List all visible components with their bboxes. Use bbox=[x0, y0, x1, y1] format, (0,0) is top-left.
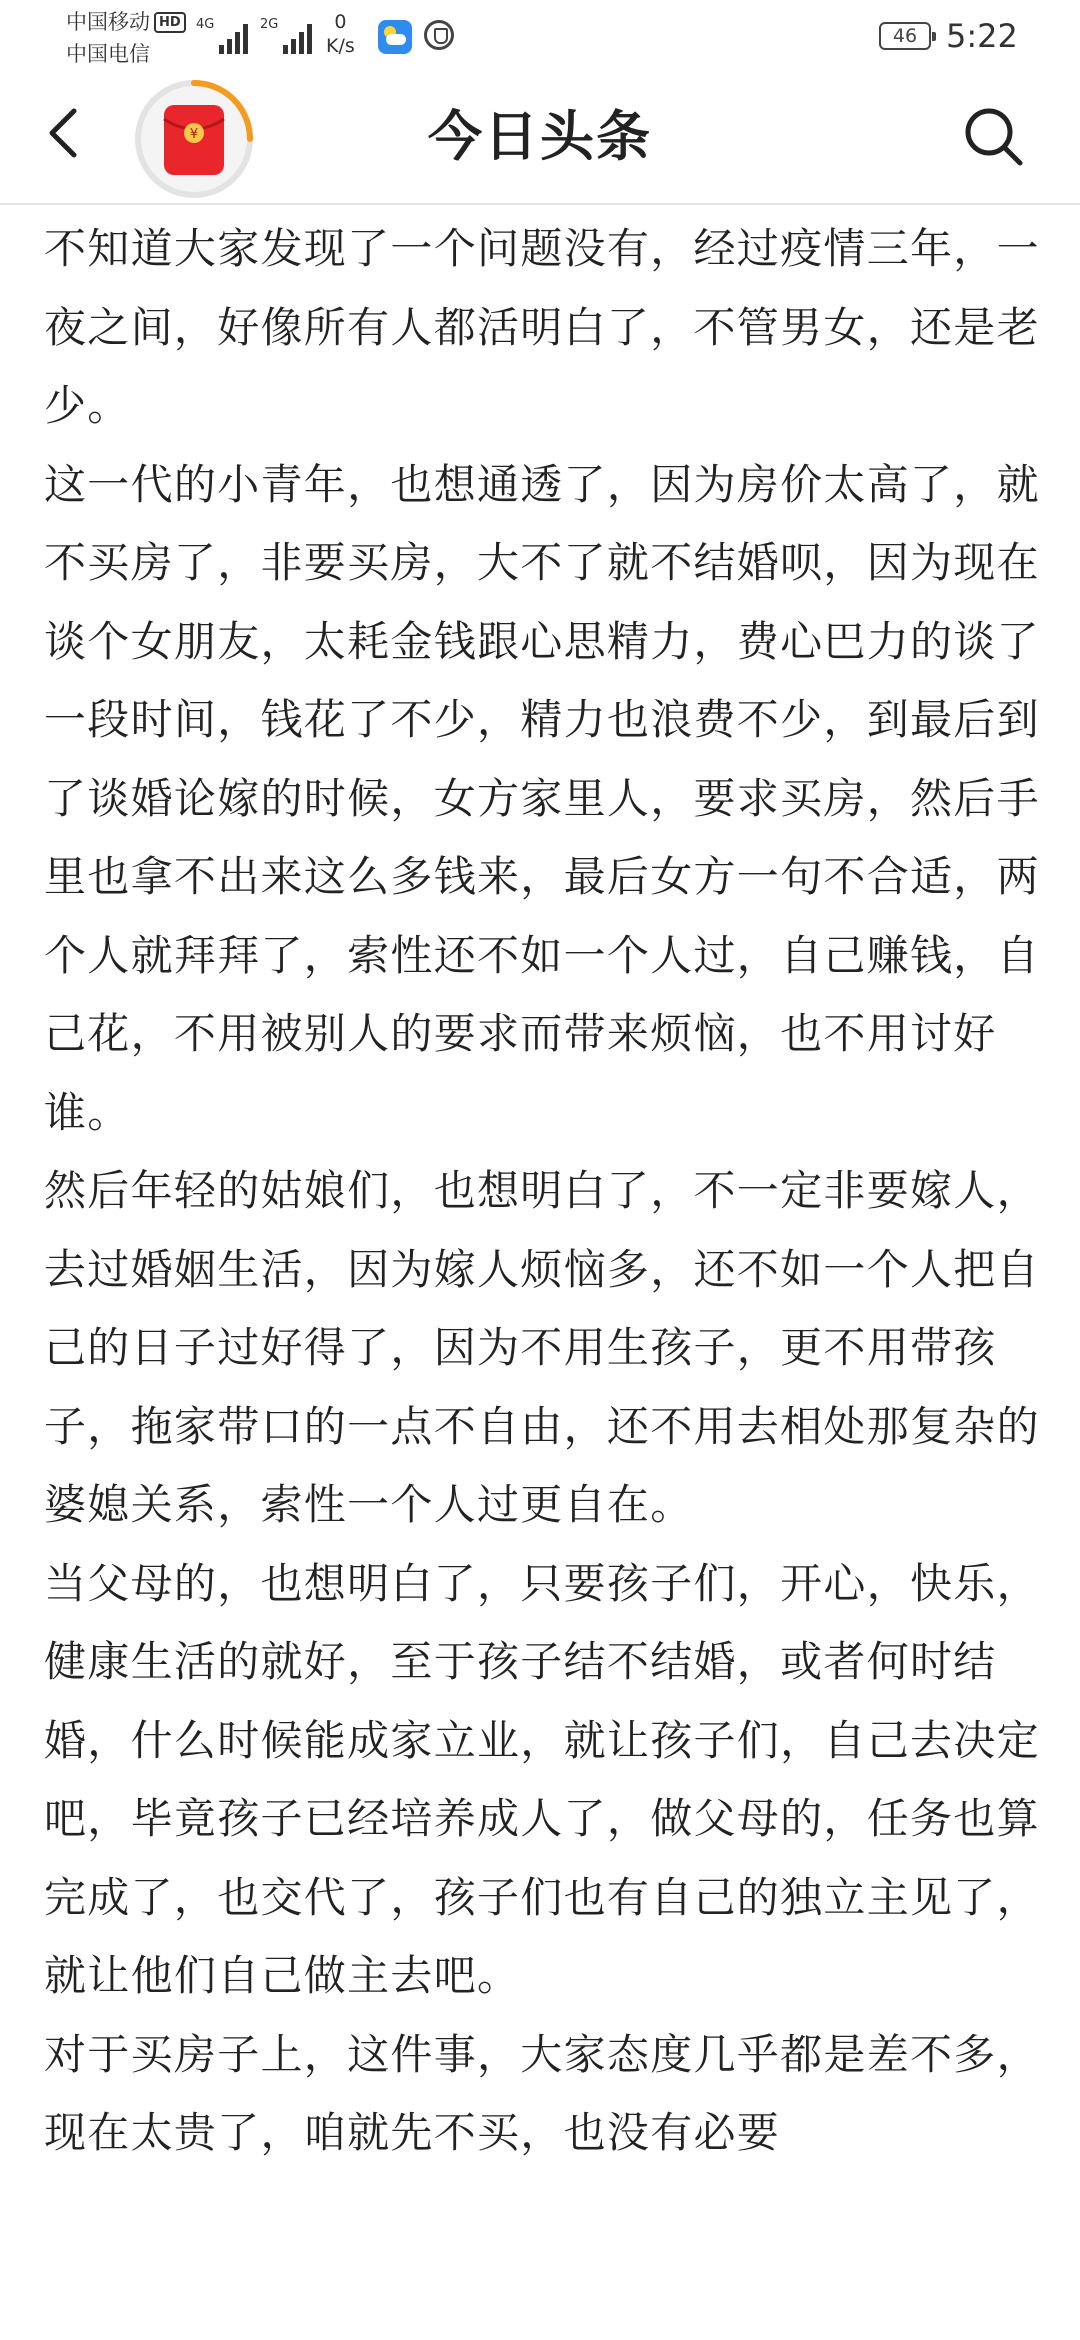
app-logo-title: 今日头条 bbox=[428, 105, 652, 168]
search-icon bbox=[962, 105, 1026, 169]
signal-1-type: 4G bbox=[196, 17, 215, 32]
carrier-2-label: 中国电信 bbox=[66, 42, 150, 66]
article-paragraph-4: 当父母的，也想明白了，只要孩子们，开心，快乐，健康生活的就好，至于孩子结不结婚，或者何时结婚，什么时候能成家立业，就让孩子们，自己去决定吧，毕竟孩子已经培养成人了，做父母的，任务也算完成了，也交代了，孩子们也有自己的独立主见了，就让他们自己做主去吧。 bbox=[44, 1558, 1040, 2000]
hand-shield-icon bbox=[424, 20, 454, 50]
battery-level: 46 bbox=[892, 25, 918, 47]
article-body bbox=[44, 210, 1044, 2340]
svg-text:¥: ¥ bbox=[189, 127, 199, 142]
carrier-1-label: 中国移动 bbox=[66, 10, 150, 34]
article-paragraph-1: 不知道大家发现了一个问题没有，经过疫情三年，一夜之间，好像所有人都活明白了，不管男女，还是老少。 bbox=[44, 224, 1040, 430]
back-button[interactable] bbox=[36, 103, 96, 163]
signal-strength-1-icon bbox=[196, 18, 248, 54]
search-button[interactable] bbox=[962, 105, 1026, 169]
top-nav-bar bbox=[0, 75, 1080, 205]
weather-app-icon bbox=[378, 20, 412, 54]
signal-strength-2-icon bbox=[260, 18, 312, 54]
signal-2-type: 2G bbox=[260, 17, 279, 32]
status-bar bbox=[0, 0, 1080, 75]
article-paragraph-5: 对于买房子上，这件事，大家态度几乎都是差不多，现在太贵了，咱就先不买，也没有必要 bbox=[44, 2029, 1040, 2157]
network-speed-value: 0 bbox=[334, 11, 347, 33]
article-paragraph-3: 然后年轻的姑娘们，也想明白了，不一定非要嫁人，去过婚姻生活，因为嫁人烦恼多，还不如一个人把自己的日子过好得了，因为不用生孩子，更不用带孩子，拖家带口的一点不自由，还不用去相处那复杂的婆媳关系，索性一个人过更自在。 bbox=[44, 1166, 1040, 1529]
network-speed bbox=[326, 10, 355, 58]
red-packet-icon bbox=[132, 77, 256, 201]
battery-icon bbox=[879, 22, 931, 50]
status-time: 5:22 bbox=[946, 17, 1018, 55]
red-packet-button[interactable] bbox=[132, 77, 256, 201]
carrier-info bbox=[66, 6, 186, 70]
article-paragraph-2: 这一代的小青年，也想通透了，因为房价太高了，就不买房了，非要买房，大不了就不结婚呗，因为现在谈个女朋友，太耗金钱跟心思精力，费心巴力的谈了一段时间，钱花了不少，精力也浪费不少，到最后到了谈婚论嫁的时候，女方家里人，要求买房，然后手里也拿不出来这么多钱来，最后女方一句不合适，两个人就拜拜了，索性还不如一个人过，自己赚钱，自己花，不用被别人的要求而带来烦恼，也不用讨好谁。 bbox=[44, 459, 1040, 1137]
chevron-left-icon bbox=[36, 103, 96, 163]
network-speed-unit: K/s bbox=[326, 35, 355, 57]
hd-badge: HD bbox=[154, 12, 186, 33]
